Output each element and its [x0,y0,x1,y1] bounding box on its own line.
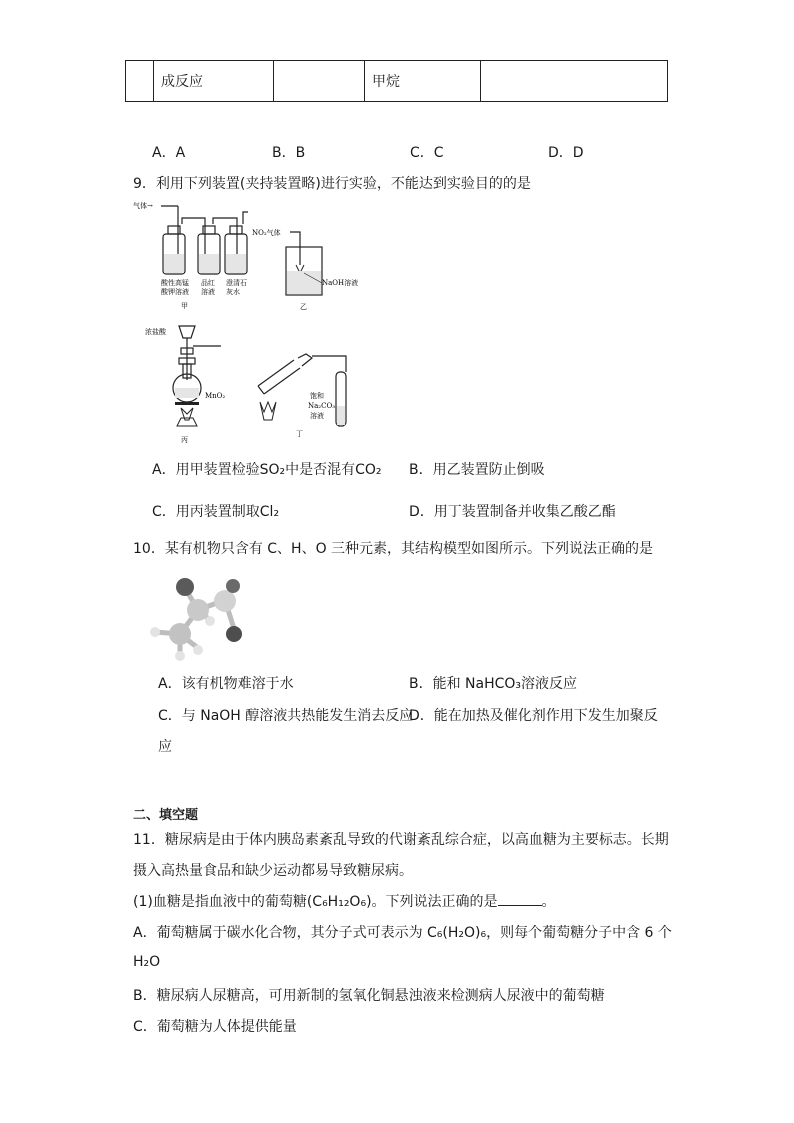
answer-blank[interactable] [498,892,542,906]
bottle1-label-2: 酸钾溶液 [161,288,189,296]
q10-option-b: B．能和 NaHCO₃溶液反应 [409,676,578,692]
q11-sub1 [133,891,556,911]
yi-label: 乙 [300,303,307,311]
jia-label: 甲 [181,302,188,310]
bottle3-label-2: 灰水 [226,288,240,296]
section-title: 二、填空题 [133,808,199,823]
sat-label-3: 溶液 [310,412,324,420]
sat-label-2: Na₂CO₃ [308,402,336,410]
q8-option-b: B．B [272,145,306,161]
q9-option-b: B．用乙装置防止倒吸 [409,462,545,478]
q11-option-b: B．糖尿病人尿糖高，可用新制的氢氧化铜悬浊液来检测病人尿液中的葡萄糖 [133,988,605,1004]
q10-option-d: D．能在加热及催化剂作用下发生加聚反 [409,708,658,724]
table-cell [481,61,668,102]
q11-option-c: C．葡萄糖为人体提供能量 [133,1019,297,1035]
molecule-model-figure [140,568,255,663]
q11-option-a-line-2: H₂O [133,954,161,970]
q9-option-a: A．用甲装置检验SO₂中是否混有CO₂ [152,462,382,478]
apparatus-yi-figure [252,225,362,313]
bottle2-label-1: 品红 [201,279,215,287]
q11-sub1-suffix: 。 [541,894,556,910]
q8-option-d: D．D [548,145,584,161]
bottle2-label-2: 溶液 [201,288,215,296]
table-cell: 甲烷 [365,61,481,102]
table-cell [274,61,365,102]
answer-table [125,60,668,102]
q11-sub1-prefix: (1)血糖是指血液中的葡萄糖(C₆H₁₂O₆)。下列说法正确的是 [133,894,498,910]
q9-stem: 9．利用下列装置(夹持装置略)进行实验，不能达到实验目的的是 [133,176,531,192]
apparatus-ding-figure [250,342,365,442]
table-row [126,61,668,102]
sat-label-1: 饱和 [310,392,324,400]
q10-stem: 10．某有机物只含有 C、H、O 三种元素，其结构模型如图所示。下列说法正确的是 [133,541,654,557]
q11-option-a-line-1: A．葡萄糖属于碳水化合物，其分子式可表示为 C₆(H₂O)₆，则每个葡萄糖分子中含 6 个 [133,925,672,941]
q11-line-1: 11．糖尿病是由于体内胰岛素紊乱导致的代谢紊乱综合症，以高血糖为主要标志。长期 [133,832,669,848]
bottle1-label-1: 酸性高锰 [161,279,189,287]
q10-option-d-continued: 应 [158,739,172,755]
mno2-label: MnO₂ [205,392,225,400]
bing-label: 丙 [181,436,188,444]
table-cell: 成反应 [154,61,274,102]
bottle3-label-1: 澄清石 [226,279,247,287]
gas-in-label: 气体→ [133,202,153,210]
q11-line-2: 摄入高热量食品和缺少运动都易导致糖尿病。 [133,863,413,879]
q10-option-c: C．与 NaOH 醇溶液共热能发生消去反应 [158,708,414,724]
ding-label: 丁 [296,430,303,438]
hcl-label: 浓盐酸 [145,328,166,336]
q8-option-a: A．A [152,145,186,161]
apparatus-jia-figure [133,198,248,323]
no2-label: NO₂气体 [252,229,281,237]
apparatus-bing-figure [145,322,225,447]
q9-option-d: D．用丁装置制备并收集乙酸乙酯 [409,504,616,520]
table-cell [126,61,154,102]
q9-option-c: C．用丙装置制取Cl₂ [152,504,280,520]
q8-option-c: C．C [410,145,444,161]
q10-option-a: A．该有机物难溶于水 [158,676,294,692]
naoh-label: NaOH溶液 [322,279,359,287]
